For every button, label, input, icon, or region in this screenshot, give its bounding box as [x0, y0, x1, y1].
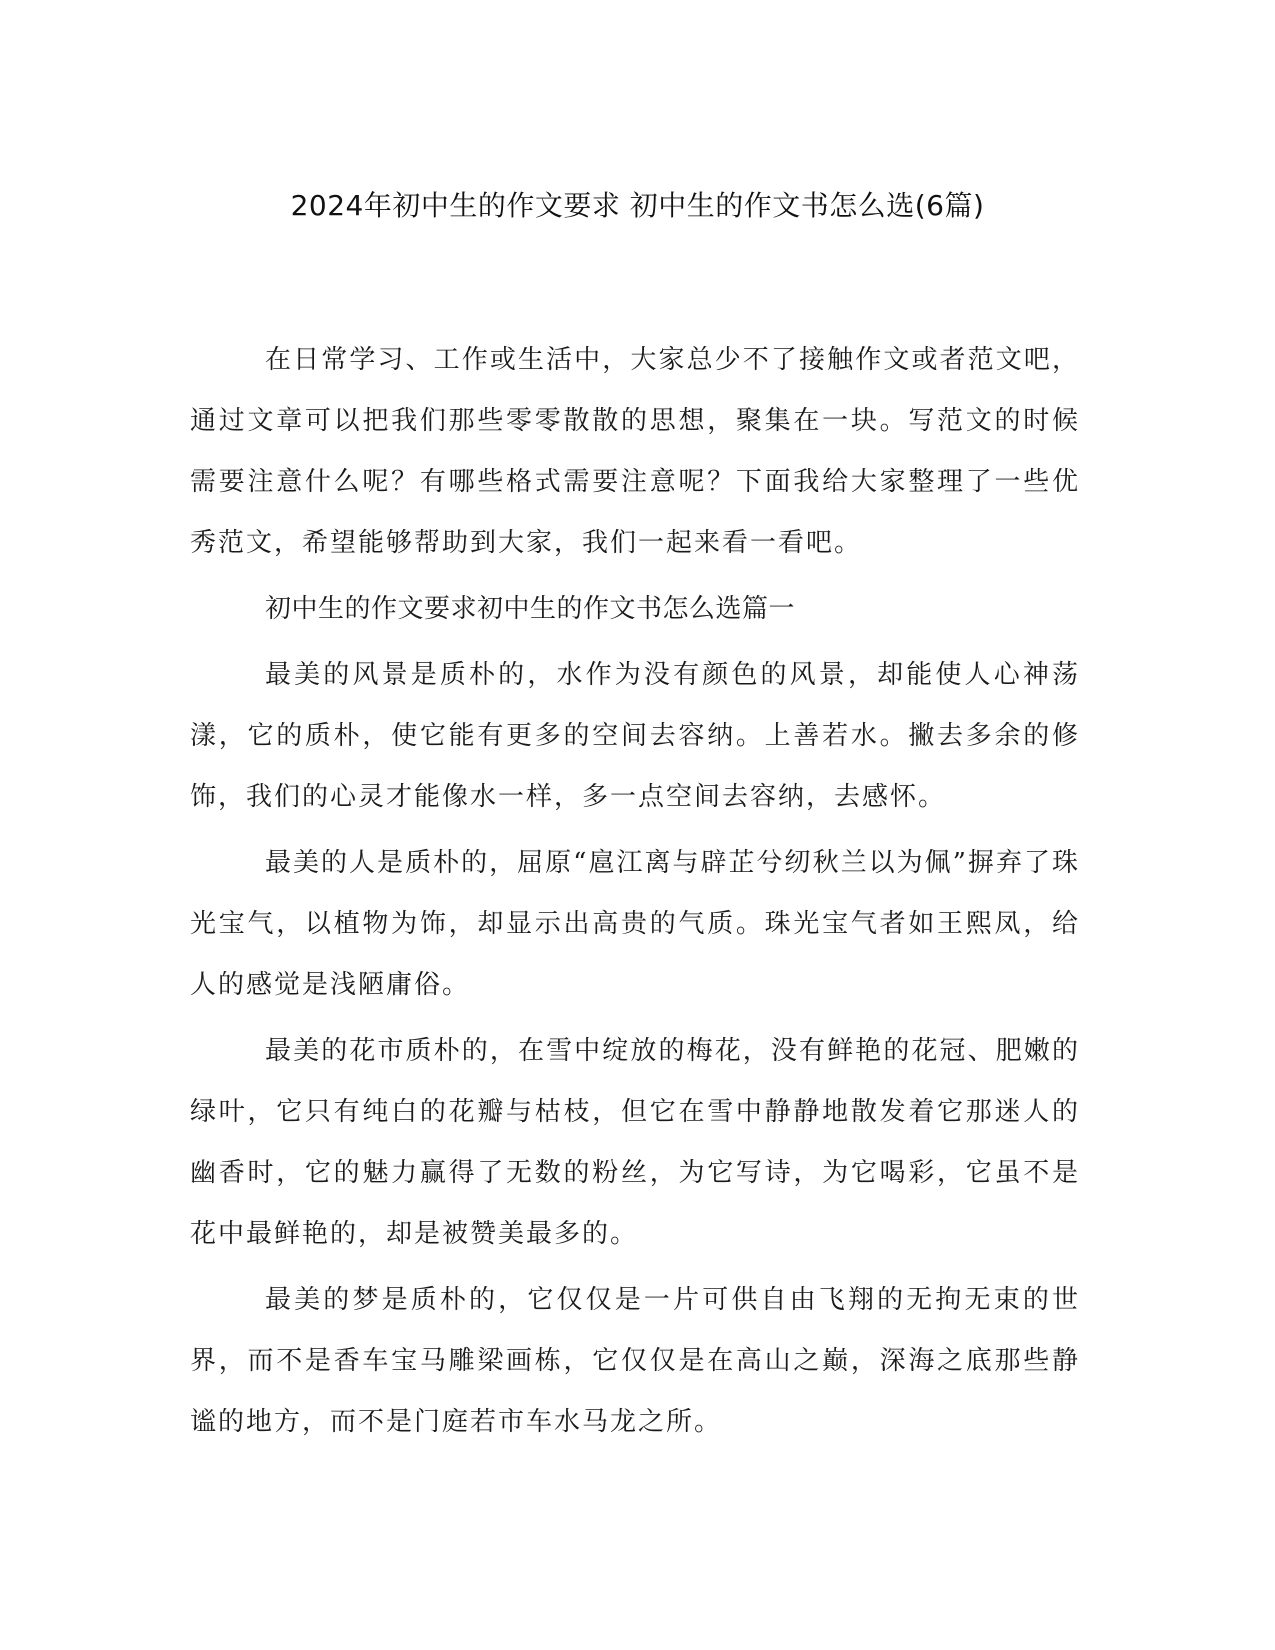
body-paragraph: 最美的风景是质朴的，水作为没有颜色的风景，却能使人心神荡漾，它的质朴，使它能有更多的空间去容纳。上善若水。撇去多余的修饰，我们的心灵才能像水一样，多一点空间去容纳，去感怀。: [190, 660, 1080, 812]
section-heading: 初中生的作文要求初中生的作文书怎么选篇一: [265, 594, 796, 624]
document-title: 2024年初中生的作文要求 初中生的作文书怎么选(6篇): [290, 189, 985, 222]
document-body: [190, 330, 1080, 1458]
body-paragraph: 最美的花市质朴的，在雪中绽放的梅花，没有鲜艳的花冠、肥嫩的绿叶，它只有纯白的花瓣与枯枝，但它在雪中静静地散发着它那迷人的幽香时，它的魅力赢得了无数的粉丝，为它写诗，为它喝彩，它虽不是花中最鲜艳的，却是被赞美最多的。: [190, 1036, 1080, 1249]
body-paragraph: 最美的人是质朴的，屈原“扈江离与辟芷兮纫秋兰以为佩”摒弃了珠光宝气，以植物为饰，却显示出高贵的气质。珠光宝气者如王熙凤，给人的感觉是浅陋庸俗。: [190, 848, 1080, 1000]
body-paragraph: 最美的梦是质朴的，它仅仅是一片可供自由飞翔的无拘无束的世界，而不是香车宝马雕梁画栋，它仅仅是在高山之巅，深海之底那些静谧的地方，而不是门庭若市车水马龙之所。: [190, 1285, 1080, 1437]
intro-paragraph: 在日常学习、工作或生活中，大家总少不了接触作文或者范文吧，通过文章可以把我们那些零零散散的思想，聚集在一块。写范文的时候需要注意什么呢？有哪些格式需要注意呢？下面我给大家整理了一些优秀范文，希望能够帮助到大家，我们一起来看一看吧。: [190, 345, 1080, 558]
